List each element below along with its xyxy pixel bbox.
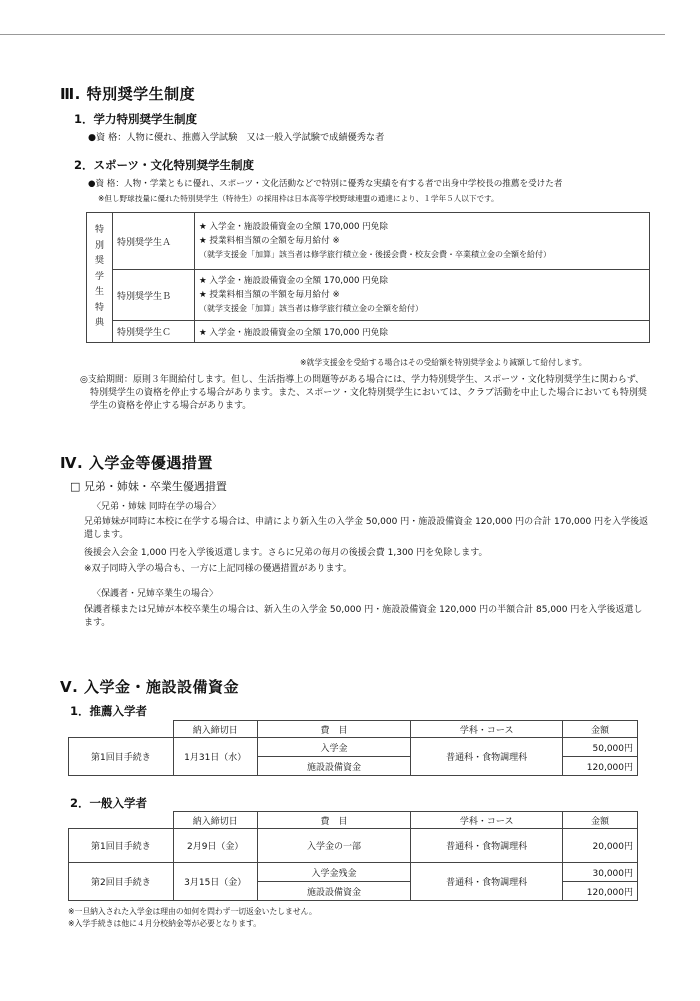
general-fees-table <box>68 811 638 901</box>
table-row: 第1回目手続き 1月31日（水） 入学金 普通科・食物調理科 50,000円 <box>69 738 638 757</box>
payment-period-text: ◎支給期間：原則３年間給付します。但し、生活指導上の問題等がある場合には、学力特別奨学生、スポーツ・文化特別奨学生に関わらず、特別奨学生の資格を停止する場合があります。また、スポーツ・文化特別奨学生においては、クラブ活動を中止した場合においても特別奨学生の資格を停止する場合があります。 <box>80 375 647 411</box>
table-header-row: 納入締切日 費 目 学科・コース 金額 <box>69 721 638 738</box>
case2-text: 保護者様または兄姉が本校卒業生の場合は、新入生の入学金 50,000 円・施設設備資金 120,000 円の半額合計 85,000 円を入学後返還します。 <box>84 605 643 628</box>
section-5-title: Ⅴ. 入学金・施設設備資金 <box>60 678 240 696</box>
table-note: ※就学支援金を受給する場合はその受給額を特別奨学金より減額して給付します。 <box>300 358 587 367</box>
table1-title: 1．推薦入学者 <box>70 704 148 718</box>
case2-title: 〈保護者・兄姉卒業生の場合〉 <box>92 589 219 599</box>
table2-title: 2．一般入学者 <box>70 796 148 810</box>
table-row <box>87 321 650 343</box>
scholar-name: 特別奨学生Ｃ <box>113 321 195 343</box>
section-4-title: Ⅳ. 入学金等優遇措置 <box>60 454 213 472</box>
table-side-label: 特 別 奨 学 生 特 典 <box>87 213 113 343</box>
scholar-benefits: ★ 入学金・施設設備資金の全額 170,000 円免除 <box>195 321 650 343</box>
subsection-2-text: ●資 格：人物・学業ともに優れ、スポーツ・文化活動などで特別に優秀な実績を有する者で出身中学校長の推薦を受けた者 <box>88 179 563 189</box>
scholar-name: 特別奨学生Ｂ <box>113 270 195 321</box>
scholar-benefits: ★ 入学金・施設設備資金の全額 170,000 円免除 ★ 授業料相当額の半額を毎月給付 ※ （就学支援金「加算」該当者は修学旅行積立金の全額を給付） <box>195 270 650 321</box>
table-row <box>87 270 650 321</box>
case1-title: 〈兄弟・姉妹 同時在学の場合〉 <box>92 502 221 512</box>
scholarship-table <box>86 212 650 343</box>
table-row: 第2回目手続き 3月15日（金） 入学金残金 普通科・食物調理科 30,000円 <box>69 863 638 882</box>
scholar-name: 特別奨学生Ａ <box>113 213 195 270</box>
subsection-1-title: 1．学力特別奨学生制度 <box>74 112 198 126</box>
refund-note: ※一旦納入された入学金は理由の如何を問わず一切返金いたしません。 <box>68 907 317 916</box>
recommended-fees-table <box>68 720 638 776</box>
table-row: 施設設備資金 120,000円 <box>69 757 638 776</box>
case1-text: 兄弟姉妹が同時に本校に在学する場合は、申請により新入生の入学金 50,000 円・施設設備資金 120,000 円の合計 170,000 円を入学後返還します。 <box>84 517 649 540</box>
case1-text2: 後援会入会金 1,000 円を入学後返還します。さらに兄弟の毎月の後援会費 1,300 円を免除します。 <box>84 548 488 558</box>
header-rule <box>0 34 665 35</box>
table-row <box>87 213 650 270</box>
table-row: 施設設備資金 120,000円 <box>69 882 638 901</box>
subsection-1-text: ●資 格：人物に優れ、推薦入学試験 又は一般入学試験で成績優秀な者 <box>88 132 385 143</box>
table-row: 第1回目手続き 2月9日（金） 入学金の一部 普通科・食物調理科 20,000円 <box>69 829 638 863</box>
subsection-2-note: ※但し野球技量に優れた特別奨学生（特待生）の採用枠は日本高等学校野球連盟の通達により、１学年５人以下です。 <box>98 194 499 203</box>
scholar-benefits: ★ 入学金・施設設備資金の全額 170,000 円免除 ★ 授業料相当額の全額を毎月給付 ※ （就学支援金「加算」該当者は修学旅行積立金・後援会費・校友会費・卒業積立金の全額を給付） <box>195 213 650 270</box>
preferential-subtitle: □ 兄弟・姉妹・卒業生優遇措置 <box>70 480 227 493</box>
table-header-row: 納入締切日 費 目 学科・コース 金額 <box>69 812 638 829</box>
other-fees-note: ※入学手続きは他に４月分校納金等が必要となります。 <box>68 919 262 928</box>
case1-text3: ※双子同時入学の場合も、一方に上記同様の優遇措置があります。 <box>84 564 352 574</box>
section-3-title: Ⅲ. 特別奨学生制度 <box>60 85 196 103</box>
subsection-2-title: 2．スポーツ・文化特別奨学生制度 <box>74 158 255 172</box>
